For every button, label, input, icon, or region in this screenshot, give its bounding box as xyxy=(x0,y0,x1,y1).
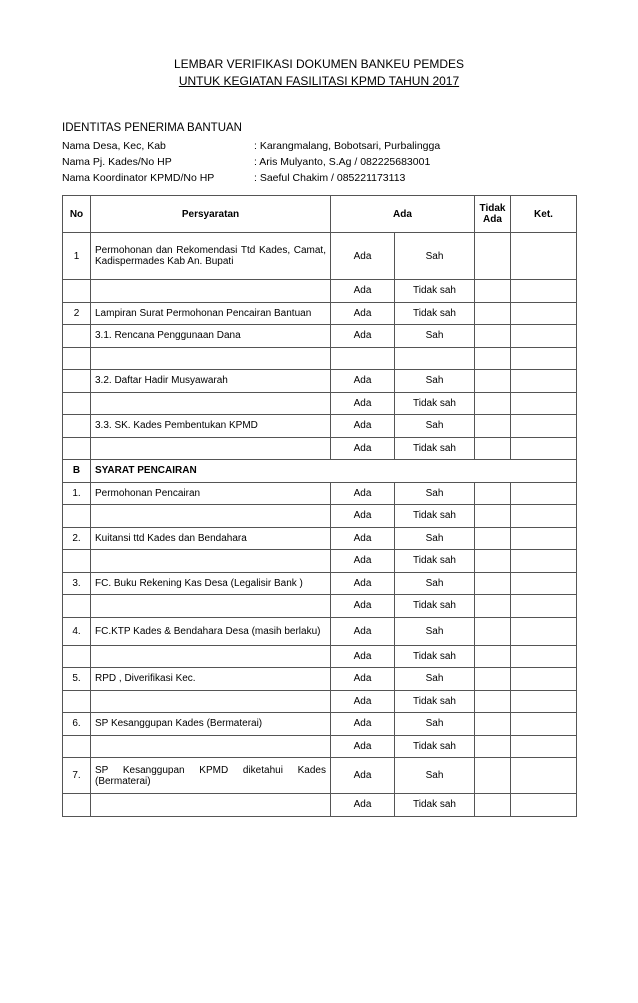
row-number xyxy=(63,550,91,573)
section-b-row xyxy=(63,460,577,483)
row-requirement: Kuitansi ttd Kades dan Bendahara xyxy=(91,527,331,550)
row-number xyxy=(63,437,91,460)
row-number xyxy=(63,735,91,758)
row-requirement xyxy=(91,690,331,713)
table-row xyxy=(63,758,577,794)
row-ada: Ada xyxy=(331,233,395,280)
row-keterangan xyxy=(511,505,577,528)
table-row xyxy=(63,713,577,736)
identity-heading: IDENTITAS PENERIMA BANTUAN xyxy=(62,122,242,134)
table-row xyxy=(63,325,577,348)
row-keterangan xyxy=(511,713,577,736)
row-ada: Ada xyxy=(331,595,395,618)
table-row xyxy=(63,505,577,528)
row-status: Tidak sah xyxy=(395,690,475,713)
header-ket: Ket. xyxy=(511,196,577,233)
row-ada: Ada xyxy=(331,572,395,595)
row-ada: Ada xyxy=(331,668,395,691)
row-ada: Ada xyxy=(331,735,395,758)
row-number: 6. xyxy=(63,713,91,736)
row-ada: Ada xyxy=(331,437,395,460)
row-ada: Ada xyxy=(331,370,395,393)
table-row xyxy=(63,415,577,438)
row-requirement: 3.3. SK. Kades Pembentukan KPMD xyxy=(91,415,331,438)
section-b-number: B xyxy=(63,460,91,483)
row-status: Sah xyxy=(395,527,475,550)
row-number xyxy=(63,370,91,393)
row-keterangan xyxy=(511,437,577,460)
row-number xyxy=(63,347,91,370)
row-keterangan xyxy=(511,527,577,550)
row-status xyxy=(395,347,475,370)
row-number: 7. xyxy=(63,758,91,794)
row-tidak-ada xyxy=(475,233,511,280)
row-keterangan xyxy=(511,280,577,303)
row-tidak-ada xyxy=(475,595,511,618)
row-tidak-ada xyxy=(475,527,511,550)
row-keterangan xyxy=(511,370,577,393)
row-status: Sah xyxy=(395,233,475,280)
row-ada: Ada xyxy=(331,325,395,348)
row-keterangan xyxy=(511,302,577,325)
row-tidak-ada xyxy=(475,758,511,794)
row-number xyxy=(63,415,91,438)
verification-table xyxy=(62,195,577,817)
row-requirement: RPD , Diverifikasi Kec. xyxy=(91,668,331,691)
row-requirement xyxy=(91,794,331,817)
row-status: Sah xyxy=(395,572,475,595)
row-keterangan xyxy=(511,392,577,415)
row-requirement xyxy=(91,280,331,303)
row-status: Tidak sah xyxy=(395,794,475,817)
identity-label: Nama Desa, Kec, Kab xyxy=(62,140,166,152)
row-ada: Ada xyxy=(331,482,395,505)
row-tidak-ada xyxy=(475,370,511,393)
row-tidak-ada xyxy=(475,617,511,645)
table-row xyxy=(63,233,577,280)
row-tidak-ada xyxy=(475,482,511,505)
row-ada: Ada xyxy=(331,690,395,713)
row-ada: Ada xyxy=(331,280,395,303)
table-row xyxy=(63,735,577,758)
row-status: Sah xyxy=(395,758,475,794)
row-ada: Ada xyxy=(331,505,395,528)
row-number: 3. xyxy=(63,572,91,595)
row-keterangan xyxy=(511,645,577,668)
row-tidak-ada xyxy=(475,347,511,370)
table-row xyxy=(63,482,577,505)
row-keterangan xyxy=(511,735,577,758)
table-row xyxy=(63,645,577,668)
row-keterangan xyxy=(511,690,577,713)
row-status: Tidak sah xyxy=(395,550,475,573)
row-number xyxy=(63,645,91,668)
row-status: Sah xyxy=(395,325,475,348)
row-requirement: FC. Buku Rekening Kas Desa (Legalisir Bank ) xyxy=(91,572,331,595)
table-row xyxy=(63,347,577,370)
table-row xyxy=(63,617,577,645)
table-row xyxy=(63,527,577,550)
row-requirement: 3.2. Daftar Hadir Musyawarah xyxy=(91,370,331,393)
table-row xyxy=(63,690,577,713)
row-ada: Ada xyxy=(331,758,395,794)
row-tidak-ada xyxy=(475,415,511,438)
row-ada: Ada xyxy=(331,550,395,573)
row-ada: Ada xyxy=(331,392,395,415)
row-status: Sah xyxy=(395,370,475,393)
row-status: Tidak sah xyxy=(395,645,475,668)
row-number xyxy=(63,280,91,303)
table-row xyxy=(63,302,577,325)
table-row xyxy=(63,668,577,691)
row-number: 5. xyxy=(63,668,91,691)
row-keterangan xyxy=(511,325,577,348)
row-requirement: SP Kesanggupan KPMD diketahui Kades (Bermaterai) xyxy=(91,758,331,794)
row-number: 2. xyxy=(63,527,91,550)
row-keterangan xyxy=(511,233,577,280)
row-keterangan xyxy=(511,794,577,817)
row-requirement: Lampiran Surat Permohonan Pencairan Bantuan xyxy=(91,302,331,325)
row-status: Sah xyxy=(395,415,475,438)
row-tidak-ada xyxy=(475,550,511,573)
row-requirement: 3.1. Rencana Penggunaan Dana xyxy=(91,325,331,348)
row-ada: Ada xyxy=(331,617,395,645)
identity-label: Nama Koordinator KPMD/No HP xyxy=(62,172,215,184)
header-tidak-ada: Tidak Ada xyxy=(475,196,511,233)
row-requirement: Permohonan dan Rekomendasi Ttd Kades, Camat, Kadispermades Kab An. Bupati xyxy=(91,233,331,280)
row-number xyxy=(63,690,91,713)
row-requirement xyxy=(91,437,331,460)
table-row xyxy=(63,392,577,415)
row-tidak-ada xyxy=(475,280,511,303)
row-requirement xyxy=(91,645,331,668)
table-row xyxy=(63,572,577,595)
row-status: Tidak sah xyxy=(395,437,475,460)
row-ada: Ada xyxy=(331,302,395,325)
table-row xyxy=(63,794,577,817)
row-tidak-ada xyxy=(475,735,511,758)
identity-label: Nama Pj. Kades/No HP xyxy=(62,156,172,168)
row-tidak-ada xyxy=(475,505,511,528)
header-ada: Ada xyxy=(331,196,475,233)
header-no: No xyxy=(63,196,91,233)
identity-value: : Karangmalang, Bobotsari, Purbalingga xyxy=(254,140,441,152)
row-status: Tidak sah xyxy=(395,280,475,303)
row-keterangan xyxy=(511,550,577,573)
table-row xyxy=(63,280,577,303)
header-persyaratan: Persyaratan xyxy=(91,196,331,233)
row-ada: Ada xyxy=(331,415,395,438)
row-status: Sah xyxy=(395,668,475,691)
row-tidak-ada xyxy=(475,572,511,595)
row-number: 1 xyxy=(63,233,91,280)
row-number: 2 xyxy=(63,302,91,325)
document-title-line1: LEMBAR VERIFIKASI DOKUMEN BANKEU PEMDES xyxy=(173,57,465,71)
row-number xyxy=(63,325,91,348)
table-header-row xyxy=(63,196,577,233)
row-tidak-ada xyxy=(475,668,511,691)
row-keterangan xyxy=(511,668,577,691)
row-tidak-ada xyxy=(475,690,511,713)
row-tidak-ada xyxy=(475,392,511,415)
row-requirement xyxy=(91,735,331,758)
row-tidak-ada xyxy=(475,645,511,668)
row-keterangan xyxy=(511,415,577,438)
row-status: Tidak sah xyxy=(395,392,475,415)
row-ada: Ada xyxy=(331,527,395,550)
row-keterangan xyxy=(511,617,577,645)
table-row xyxy=(63,437,577,460)
row-number: 4. xyxy=(63,617,91,645)
row-requirement xyxy=(91,595,331,618)
row-tidak-ada xyxy=(475,437,511,460)
row-keterangan xyxy=(511,572,577,595)
row-number xyxy=(63,595,91,618)
table-row xyxy=(63,550,577,573)
row-number xyxy=(63,392,91,415)
row-status: Tidak sah xyxy=(395,735,475,758)
row-ada: Ada xyxy=(331,794,395,817)
row-tidak-ada xyxy=(475,794,511,817)
row-ada xyxy=(331,347,395,370)
row-status: Tidak sah xyxy=(395,302,475,325)
row-tidak-ada xyxy=(475,302,511,325)
row-status: Sah xyxy=(395,713,475,736)
row-requirement xyxy=(91,505,331,528)
row-status: Tidak sah xyxy=(395,505,475,528)
row-keterangan xyxy=(511,347,577,370)
table-row xyxy=(63,595,577,618)
row-tidak-ada xyxy=(475,325,511,348)
row-requirement: Permohonan Pencairan xyxy=(91,482,331,505)
row-ada: Ada xyxy=(331,645,395,668)
row-number xyxy=(63,794,91,817)
row-keterangan xyxy=(511,482,577,505)
row-tidak-ada xyxy=(475,713,511,736)
document-title-line2: UNTUK KEGIATAN FASILITASI KPMD TAHUN 2017 xyxy=(178,74,460,88)
row-status: Sah xyxy=(395,617,475,645)
identity-value: : Aris Mulyanto, S.Ag / 082225683001 xyxy=(254,156,431,168)
row-ada: Ada xyxy=(331,713,395,736)
row-requirement: SP Kesanggupan Kades (Bermaterai) xyxy=(91,713,331,736)
row-keterangan xyxy=(511,595,577,618)
row-requirement xyxy=(91,392,331,415)
row-requirement xyxy=(91,347,331,370)
row-keterangan xyxy=(511,758,577,794)
identity-value: : Saeful Chakim / 085221173113 xyxy=(254,172,406,184)
row-requirement xyxy=(91,550,331,573)
row-requirement: FC.KTP Kades & Bendahara Desa (masih berlaku) xyxy=(91,617,331,645)
row-status: Sah xyxy=(395,482,475,505)
row-number xyxy=(63,505,91,528)
row-status: Tidak sah xyxy=(395,595,475,618)
section-b-label: SYARAT PENCAIRAN xyxy=(91,460,577,483)
row-number: 1. xyxy=(63,482,91,505)
table-row xyxy=(63,370,577,393)
